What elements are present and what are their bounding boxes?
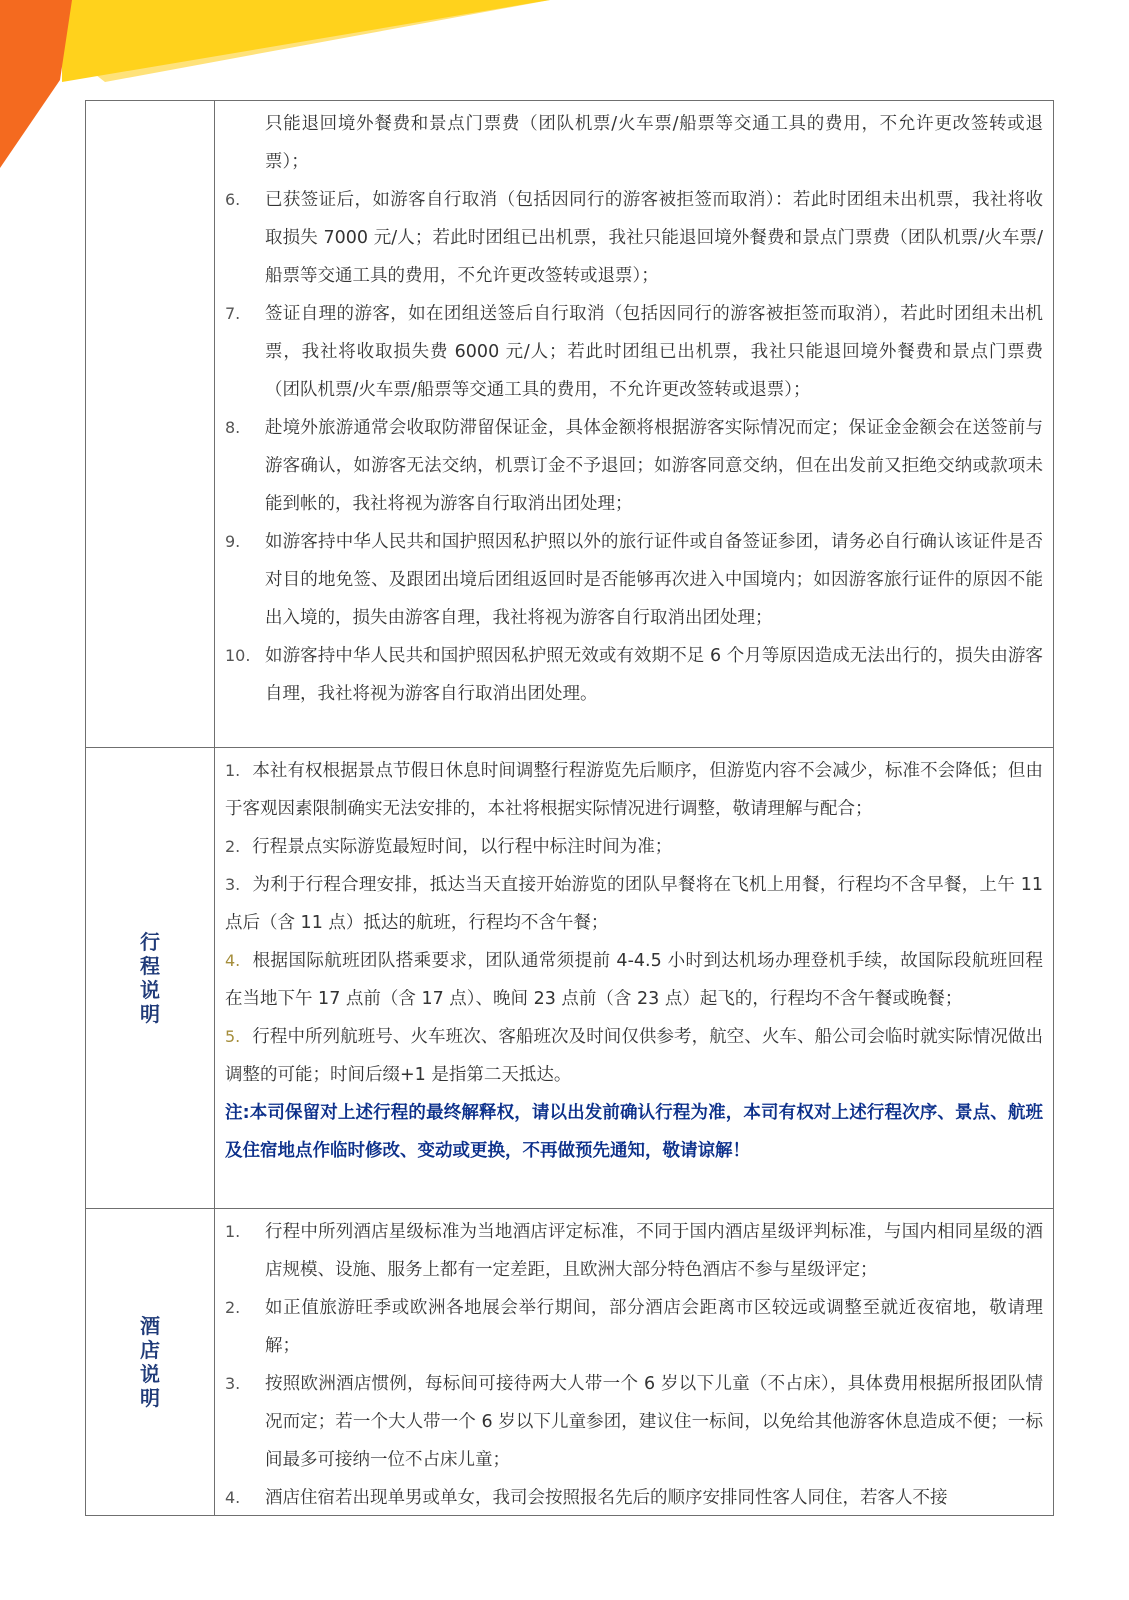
item-number: 1. <box>225 1221 241 1241</box>
item-text: 行程中所列航班号、火车班次、客船班次及时间仅供参考，航空、火车、船公司会临时就实际情况做出调整的可能；时间后缀+1 是指第二天抵达。 <box>225 1026 1043 1085</box>
list-item <box>225 1213 1043 1289</box>
hotel-label-cell <box>86 1208 215 1515</box>
list-item <box>225 1479 1043 1513</box>
item-text: 本社有权根据景点节假日休息时间调整行程游览先后顺序，但游览内容不会减少，标准不会降低；但由于客观因素限制确实无法安排的，本社将根据实际情况进行调整，敬请理解与配合； <box>225 760 1043 819</box>
item-text: 行程中所列酒店星级标准为当地酒店评定标准，不同于国内酒店星级评判标准，与国内相同星级的酒店规模、设施、服务上都有一定差距，且欧洲大部分特色酒店不参与星级评定； <box>265 1221 1043 1280</box>
item-number: 4. <box>225 1487 241 1507</box>
item-number: 3. <box>225 1373 241 1393</box>
itinerary-label-cell <box>86 747 215 1208</box>
item-number: 6. <box>225 190 241 209</box>
list-item <box>225 409 1043 523</box>
yellow-shape <box>62 0 550 82</box>
list-item <box>225 181 1043 295</box>
item-number: 2. <box>225 1297 241 1317</box>
list-item <box>225 523 1043 637</box>
item-text: 根据国际航班团队搭乘要求，团队通常须提前 4-4.5 小时到达机场办理登机手续，故国际段航班回程在当地下午 17 点前（含 17 点）、晚间 23 点前（含 23 点）起飞的，行程均不含午餐或晚餐； <box>225 950 1043 1009</box>
cancellation-label-cell <box>86 101 215 748</box>
list-item <box>225 295 1043 409</box>
hotel-row <box>86 1208 1054 1515</box>
item-text: 按照欧洲酒店惯例，每标间可接待两大人带一个 6 岁以下儿童（不占床），具体费用根据所报团队情况而定；若一个大人带一个 6 岁以下儿童参团，建议住一标间，以免给其他游客休息造成不便；一标间最多可接纳一位不占床儿童； <box>265 1373 1043 1470</box>
item-text: 如游客持中华人民共和国护照因私护照无效或有效期不足 6 个月等原因造成无法出行的，损失由游客自理，我社将视为游客自行取消出团处理。 <box>265 646 1043 704</box>
item-number: 3. <box>225 874 241 894</box>
hotel-label: 酒店说明 <box>140 1313 160 1410</box>
list-item <box>225 942 1043 1018</box>
item-text: 为利于行程合理安排，抵达当天直接开始游览的团队早餐将在飞机上用餐，行程均不含早餐，上午 11 点后（含 11 点）抵达的航班，行程均不含午餐； <box>225 874 1043 933</box>
item-text: 行程景点实际游览最短时间，以行程中标注时间为准； <box>252 836 673 857</box>
itinerary-row <box>86 747 1054 1208</box>
item-text: 如游客持中华人民共和国护照因私护照以外的旅行证件或自备签证参团，请务必自行确认该证件是否对目的地免签、及跟团出境后团组返回时是否能够再次进入中国境内；如因游客旅行证件的原因不能出入境的，损失由游客自理，我社将视为游客自行取消出团处理； <box>265 532 1043 628</box>
item-number: 10. <box>225 646 251 665</box>
orange-shape <box>0 0 72 168</box>
itinerary-label: 行程说明 <box>140 929 160 1026</box>
item-text: 签证自理的游客，如在团组送签后自行取消（包括因同行的游客被拒签而取消），若此时团组未出机票，我社将收取损失费 6000 元/人；若此时团组已出机票，我社只能退回境外餐费和景点门票费（团队机票/火车票/船票等交通工具的费用，不允许更改签转或退票）； <box>265 304 1043 400</box>
list-item <box>225 828 1043 866</box>
list-item <box>225 1289 1043 1365</box>
item-number: 7. <box>225 304 241 323</box>
info-table <box>85 100 1054 1516</box>
itinerary-content-cell <box>215 747 1054 1208</box>
list-item <box>225 1365 1043 1479</box>
continuation-text: 只能退回境外餐费和景点门票费（团队机票/火车票/船票等交通工具的费用，不允许更改签转或退票）； <box>265 114 1043 172</box>
item-text: 酒店住宿若出现单男或单女，我司会按照报名先后的顺序安排同性客人同住，若客人不接 <box>265 1487 948 1508</box>
list-item <box>225 637 1043 713</box>
item-text: 如正值旅游旺季或欧洲各地展会举行期间，部分酒店会距离市区较远或调整至就近夜宿地，敬请理解； <box>265 1297 1043 1356</box>
list-item <box>225 752 1043 828</box>
list-item <box>225 866 1043 942</box>
item-text: 赴境外旅游通常会收取防滞留保证金，具体金额将根据游客实际情况而定；保证金金额会在送签前与游客确认，如游客无法交纳，机票订金不予退回；如游客同意交纳，但在出发前又拒绝交纳或款项未能到帐的，我社将视为游客自行取消出团处理； <box>265 418 1043 514</box>
item-number: 2. <box>225 836 241 856</box>
item-number: 9. <box>225 532 241 551</box>
item-number: 1. <box>225 760 241 780</box>
itinerary-note: 注:本司保留对上述行程的最终解释权，请以出发前确认行程为准，本司有权对上述行程次序、景点、航班及住宿地点作临时修改、变动或更换，不再做预先通知，敬请谅解！ <box>225 1102 1043 1161</box>
cancellation-row <box>86 101 1054 748</box>
item-number: 4. <box>225 950 241 970</box>
item-number: 8. <box>225 418 241 437</box>
hotel-content-cell <box>215 1208 1054 1515</box>
list-item <box>225 1018 1043 1094</box>
item-number: 5. <box>225 1026 241 1046</box>
cancellation-content-cell <box>215 101 1054 748</box>
item-text: 已获签证后，如游客自行取消（包括因同行的游客被拒签而取消）：若此时团组未出机票，我社将收取损失 7000 元/人；若此时团组已出机票，我社只能退回境外餐费和景点门票费（团队机票/火车票/船票等交通工具的费用，不允许更改签转或退票）； <box>265 190 1043 286</box>
